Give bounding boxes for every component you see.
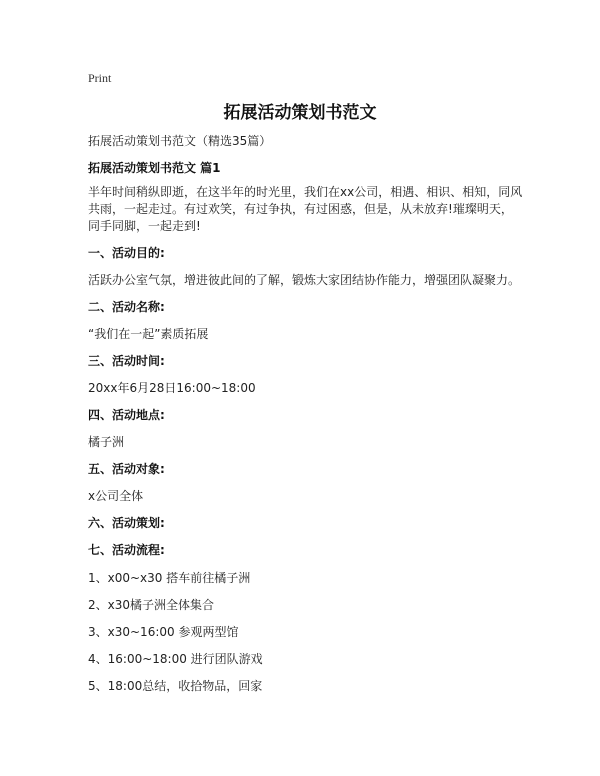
flow-item-2: 2、x30橘子洲全体集合 (88, 598, 215, 612)
flow-item-1: 1、x00~x30 搭车前往橘子洲 (88, 571, 251, 585)
heading-flow: 七、活动流程: (88, 543, 165, 557)
flow-item-5: 5、18:00总结，收拾物品，回家 (88, 679, 263, 693)
heading-location: 四、活动地点: (88, 408, 165, 422)
flow-item-4: 4、16:00~18:00 进行团队游戏 (88, 652, 263, 666)
body-name: “我们在一起”素质拓展 (88, 327, 209, 341)
body-audience: x公司全体 (88, 489, 144, 503)
document-subtitle: 拓展活动策划书范文（精选35篇） (88, 134, 272, 148)
print-link[interactable]: Print (88, 71, 112, 85)
intro-line-3: 同手同脚，一起走到! (88, 219, 201, 233)
body-location: 橘子洲 (88, 435, 125, 449)
section-title: 拓展活动策划书范文 篇1 (88, 161, 221, 175)
body-purpose: 活跃办公室气氛，增进彼此间的了解，锻炼大家团结协作能力，增强团队凝聚力。 (88, 273, 521, 287)
intro-line-1: 半年时间稍纵即逝，在这半年的时光里，我们在xx公司，相遇、相识、相知，同风 (88, 185, 523, 199)
intro-line-2: 共雨，一起走过。有过欢笑，有过争执，有过困惑，但是，从未放弃!璀璨明天， (88, 202, 513, 216)
heading-audience: 五、活动对象: (88, 462, 165, 476)
page-title: 拓展活动策划书范文 (223, 103, 377, 123)
heading-purpose: 一、活动目的: (88, 246, 165, 260)
heading-time: 三、活动时间: (88, 354, 165, 368)
intro-paragraph (88, 184, 523, 235)
heading-planning: 六、活动策划: (88, 516, 165, 530)
body-time: 20xx年6月28日16:00~18:00 (88, 381, 256, 395)
heading-name: 二、活动名称: (88, 300, 165, 314)
flow-item-3: 3、x30~16:00 参观两型馆 (88, 625, 239, 639)
